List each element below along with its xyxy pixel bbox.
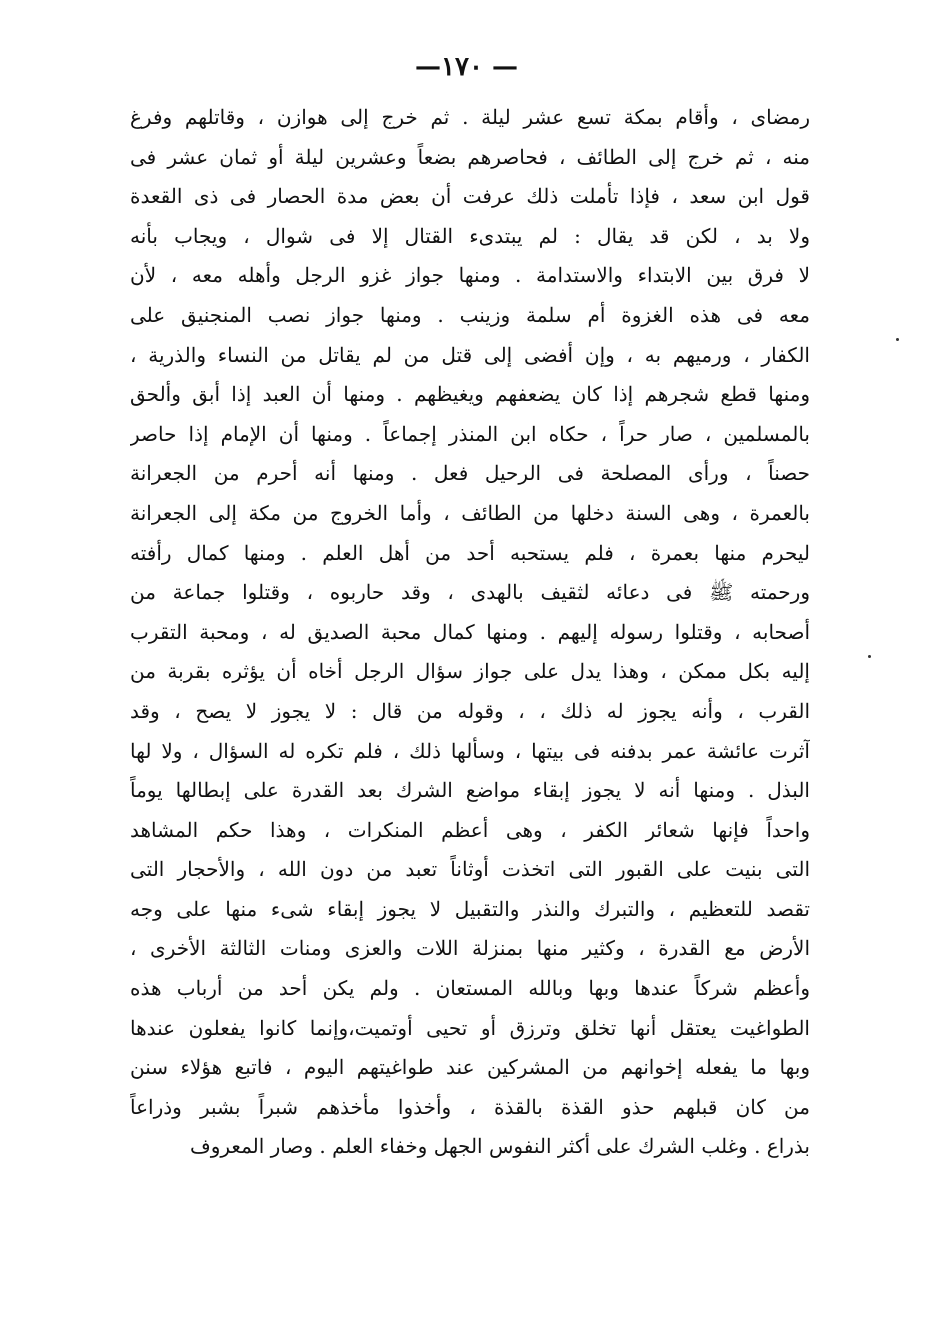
text-line: الأرض مع القدرة ، وكثير منها بمنزلة اللات والعزى ومنات الثالثة الأخرى ، <box>130 936 810 961</box>
text-line: بذراع . وغلب الشرك على أكثر النفوس الجهل وخفاء العلم . وصار المعروف <box>190 1134 810 1159</box>
scan-speck <box>896 338 899 341</box>
text-line: ليحرم منها بعمرة ، فلم يستحبه أحد من أهل العلم . ومنها كمال رأفته <box>130 540 810 565</box>
text-line: ورحمته ﷺ فى دعائه لثقيف بالهدى ، وقد حاربوه ، وقتلوا جماعة من <box>130 580 810 605</box>
text-line: أصحابه ، وقتلوا رسوله إليهم . ومنها كمال محبة الصديق له ، ومحبة التقرب <box>130 619 810 644</box>
text-line: ومنها قطع شجرهم إذا كان يضعفهم ويغيظهم . ومنها أن العبد إذا أبق وألحق <box>130 382 810 407</box>
text-line: لا فرق بين الابتداء والاستدامة . ومنها جواز غزو الرجل وأهله معه ، لأن <box>130 263 810 288</box>
text-line: وأعظم شركاً عندها وبها وبالله المستعان . ولم يكن أحد من أرباب هذه <box>130 976 810 1001</box>
text-line: واحداً فإنها شعائر الكفر ، وهى أعظم المنكرات ، وهذا حكم المشاهد <box>130 817 810 842</box>
page-number: —١٧٠ — <box>415 52 518 82</box>
text-line: رمضاى ، وأقام بمكة تسع عشر ليلة . ثم خرج إلى هوازن ، وقاتلهم وفرغ <box>130 105 810 129</box>
text-line: قول ابن سعد ، فإذا تأملت ذلك عرفت أن بعض مدة الحصار فى ذى القعدة <box>130 184 810 209</box>
text-line: آثرت عائشة عمر بدفنه فى بيتها ، وسألها ذلك ، فلم تكره له السؤال ، ولا لها <box>130 738 810 763</box>
text-line: ولا بد ، لكن قد يقال : لم يبتدىء القتال إلا فى شوال ، ويجاب بأنه <box>130 223 810 248</box>
text-line: من كان قبلهم حذو القذة بالقذة ، وأخذوا مأخذهم شبراً بشبر وذراعاً <box>130 1094 810 1119</box>
text-line: بالعمرة ، وهى السنة دخلها من الطائف ، وأما الخروج من مكة إلى الجعرانة <box>130 500 810 525</box>
text-line: بالمسلمين ، صار حراً ، حكاه ابن المنذر إجماعاً . ومنها أن الإمام إذا حاصر <box>130 421 810 446</box>
text-line: معه فى هذه الغزوة أم سلمة وزينب . ومنها جواز نصب المنجنيق على <box>130 302 810 327</box>
text-line: منه ، ثم خرج إلى الطائف ، فحاصرهم بضعاً وعشرين ليلة أو ثمان عشر فى <box>130 144 810 169</box>
text-line: تقصد للتعظيم ، والتبرك والنذر والتقبيل لا يجوز إبقاء شىء منها على وجه <box>130 896 810 921</box>
text-line: وبها ما يفعله إخوانهم من المشركين عند طواغيتهم اليوم ، فاتبع هؤلاء سنن <box>130 1055 810 1080</box>
text-line: الطواغيت يعتقل أنها تخلق وترزق أو تحيى أوتميت،وإنما كانوا يفعلون عندها <box>130 1015 810 1040</box>
text-line: التى بنيت على القبور التى اتخذت أوثاناً تعبد من دون الله ، والأحجار التى <box>130 857 810 882</box>
text-line: القرب ، وأنه يجوز له ذلك ، ، وقوله من قال : لا يجوز لا يصح ، وقد <box>130 698 810 723</box>
text-line: الكفار ، ورميهم به ، وإن أفضى إلى قتل من لم يقاتل من النساء والذرية ، <box>130 342 810 367</box>
body-text <box>130 98 810 1167</box>
text-line: إليه بكل ممكن ، وهذا يدل على جواز سؤال الرجل أخاه أن يؤثره بقربة من <box>130 659 810 684</box>
text-line: حصناً ، ورأى المصلحة فى الرحيل فعل . ومنها أنه أحرم من الجعرانة <box>130 461 810 486</box>
scan-speck <box>868 655 871 658</box>
text-line: البذل . ومنها أنه لا يجوز إبقاء مواضع الشرك بعد القدرة على إبطالها يوماً <box>130 778 810 803</box>
